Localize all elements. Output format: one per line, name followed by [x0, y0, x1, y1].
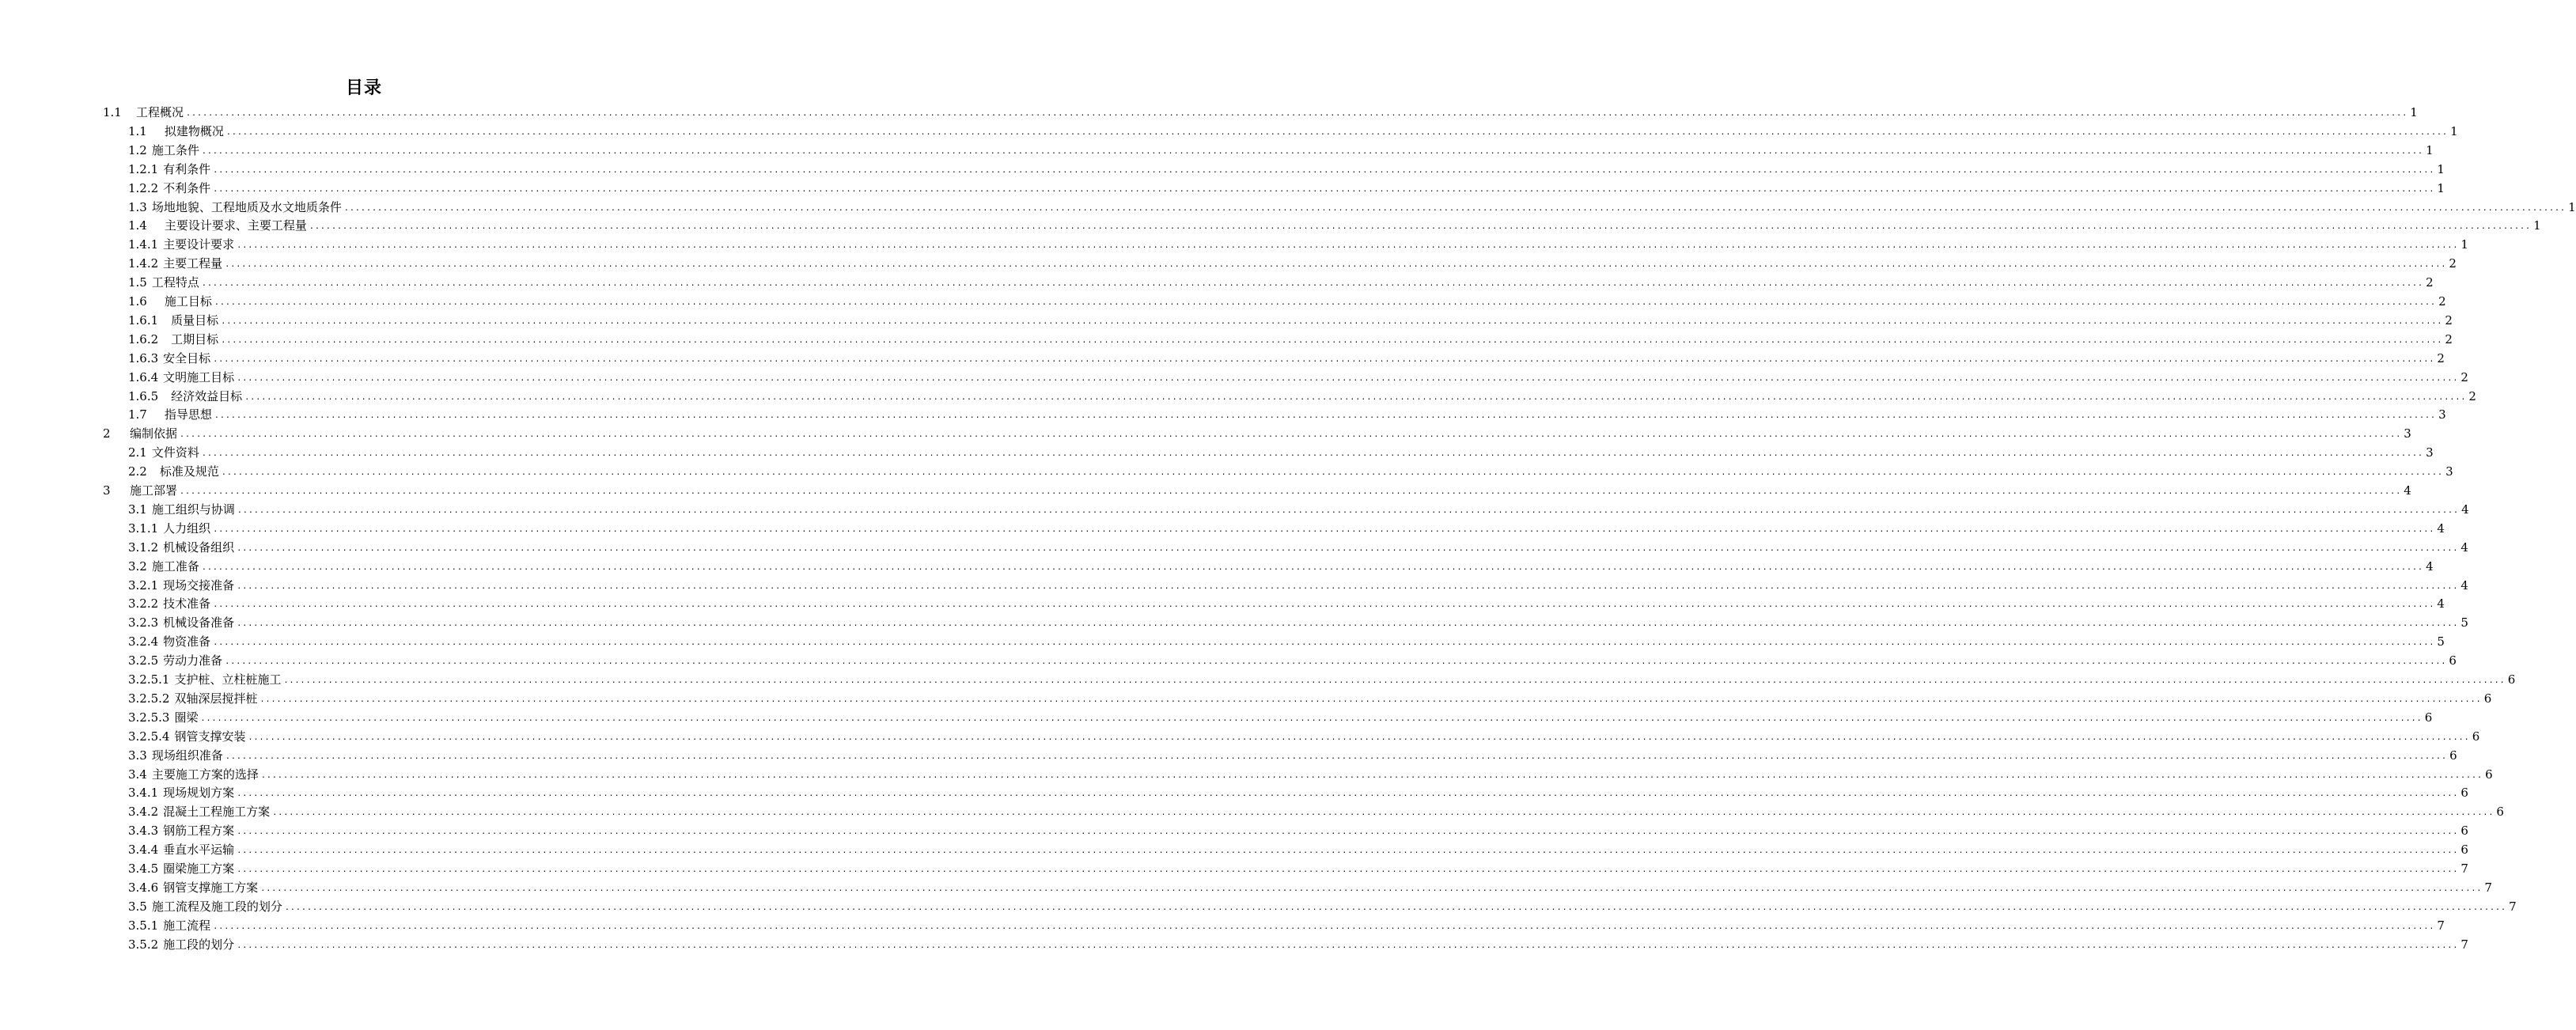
- toc-page-number: 6: [2449, 653, 2457, 668]
- toc-entry-number: 1.4.2: [128, 256, 159, 271]
- toc-dot-leader: ................................................................................................................................................................................................................................................................................................................................................................................................................: [225, 752, 2448, 761]
- toc-dot-leader: ................................................................................................................................................................................................................................................................................................................................................................................................................: [225, 657, 2447, 667]
- toc-entry-number: 3.2.5: [128, 653, 159, 668]
- toc-entry[interactable]: [128, 160, 2445, 179]
- toc-entry-text: 场地地貌、工程地质及水文地质条件: [151, 199, 342, 214]
- toc-entry-number: 3.4: [128, 767, 147, 782]
- toc-page-number: 1: [2437, 180, 2445, 195]
- toc-entry[interactable]: [128, 613, 2468, 632]
- toc-entry-text: 现场规划方案: [163, 786, 235, 801]
- toc-entry-text: 不利条件: [163, 180, 211, 195]
- toc-entry[interactable]: [128, 519, 2445, 538]
- toc-dot-leader: ................................................................................................................................................................................................................................................................................................................................................................................................................: [237, 790, 2459, 799]
- toc-entry[interactable]: [128, 330, 2453, 349]
- toc-entry-text: 技术准备: [163, 596, 211, 612]
- toc-entry-text: 主要设计要求、主要工程量: [164, 218, 307, 233]
- toc-entry[interactable]: [128, 802, 2504, 821]
- toc-page-number: 5: [2460, 615, 2468, 630]
- toc-page-number: 3: [2404, 426, 2411, 441]
- toc-entry-number: 3.2.4: [128, 634, 159, 649]
- toc-entry[interactable]: [103, 481, 2411, 500]
- toc-entry-text: 物资准备: [163, 634, 211, 649]
- toc-page-number: 3: [2438, 407, 2446, 422]
- toc-entry[interactable]: [128, 273, 2434, 292]
- toc-page-number: 6: [2460, 786, 2468, 801]
- toc-page-number: 7: [2460, 861, 2468, 876]
- toc-page-number: 7: [2437, 918, 2445, 933]
- toc-dot-leader: ................................................................................................................................................................................................................................................................................................................................................................................................................: [213, 165, 2435, 175]
- toc-entry[interactable]: [128, 235, 2468, 254]
- toc-dot-leader: ................................................................................................................................................................................................................................................................................................................................................................................................................: [272, 808, 2495, 818]
- toc-entry-number: 3.2.5.3: [128, 710, 170, 725]
- toc-dot-leader: ................................................................................................................................................................................................................................................................................................................................................................................................................: [213, 524, 2435, 534]
- toc-page-number: 6: [2460, 824, 2468, 839]
- toc-page-number: 1: [2410, 105, 2418, 119]
- toc-page-number: 2: [2438, 294, 2446, 309]
- toc-entry-text: 施工流程: [163, 918, 211, 933]
- toc-entry-number: 3.2.5.1: [128, 672, 170, 687]
- toc-entry[interactable]: [128, 179, 2445, 198]
- toc-dot-leader: ................................................................................................................................................................................................................................................................................................................................................................................................................: [180, 487, 2402, 496]
- toc-title: 目录: [345, 78, 382, 98]
- toc-dot-leader: ................................................................................................................................................................................................................................................................................................................................................................................................................: [213, 354, 2435, 364]
- toc-entry[interactable]: [128, 254, 2457, 273]
- toc-entry[interactable]: [128, 916, 2445, 935]
- toc-page-number: 6: [2449, 748, 2457, 763]
- toc-dot-leader: ................................................................................................................................................................................................................................................................................................................................................................................................................: [201, 449, 2424, 459]
- toc-entry-text: 混凝土工程施工方案: [163, 805, 271, 820]
- toc-entry-number: 3.5: [128, 899, 147, 914]
- toc-entry[interactable]: [103, 424, 2411, 443]
- toc-dot-leader: ................................................................................................................................................................................................................................................................................................................................................................................................................: [309, 222, 2532, 232]
- toc-entry-text: 圈梁施工方案: [163, 861, 235, 876]
- toc-entry-number: 1.6.5: [128, 388, 159, 403]
- toc-entry-number: 1.3: [128, 199, 147, 214]
- toc-dot-leader: ................................................................................................................................................................................................................................................................................................................................................................................................................: [237, 543, 2459, 553]
- toc-entry-text: 拟建物概况: [164, 123, 224, 138]
- toc-entry-text: 施工部署: [130, 483, 178, 498]
- toc-entry[interactable]: [128, 935, 2468, 954]
- toc-dot-leader: ................................................................................................................................................................................................................................................................................................................................................................................................................: [237, 865, 2459, 874]
- toc-dot-leader: ................................................................................................................................................................................................................................................................................................................................................................................................................: [237, 846, 2459, 856]
- toc-entry-number: 3.2.5.4: [128, 729, 170, 744]
- toc-entry-text: 主要施工方案的选择: [151, 767, 259, 782]
- toc-entry-number: 3.5.2: [128, 937, 159, 952]
- toc-page-number: 4: [2460, 540, 2468, 555]
- toc-entry[interactable]: [128, 651, 2457, 670]
- toc-dot-leader: ................................................................................................................................................................................................................................................................................................................................................................................................................: [237, 827, 2459, 837]
- toc-entry-number: 3.4.5: [128, 861, 159, 876]
- toc-dot-leader: ................................................................................................................................................................................................................................................................................................................................................................................................................: [237, 941, 2459, 950]
- toc-entry-text: 有利条件: [163, 161, 211, 176]
- toc-entry-number: 1.6.3: [128, 350, 159, 365]
- toc-entry-number: 1.7: [128, 407, 147, 422]
- toc-entry[interactable]: [103, 103, 2418, 122]
- toc-entry-number: 3.3: [128, 748, 147, 763]
- toc-page-number: 7: [2484, 880, 2492, 895]
- toc-entry[interactable]: [128, 368, 2468, 387]
- toc-entry-text: 施工条件: [151, 142, 199, 157]
- toc-entry-number: 3.2.2: [128, 596, 159, 612]
- toc-page-number: 2: [2460, 369, 2468, 384]
- toc-entry[interactable]: [128, 689, 2492, 708]
- toc-entry-text: 安全目标: [163, 350, 211, 365]
- toc-entry-text: 工期目标: [171, 331, 219, 346]
- toc-dot-leader: ................................................................................................................................................................................................................................................................................................................................................................................................................: [201, 562, 2424, 572]
- toc-entry-number: 3.1.2: [128, 540, 159, 555]
- toc-entry[interactable]: [128, 462, 2453, 481]
- toc-entry-number: 1.2: [128, 142, 147, 157]
- toc-entry-text: 文件资料: [151, 445, 199, 460]
- toc-entry-number: 3.1.1: [128, 521, 159, 536]
- toc-page-number: 3: [2426, 445, 2434, 460]
- toc-entry[interactable]: [128, 387, 2476, 406]
- toc-entry-text: 经济效益目标: [171, 388, 243, 403]
- toc-entry[interactable]: [128, 292, 2446, 311]
- toc-entry[interactable]: [128, 632, 2445, 651]
- toc-dot-leader: ................................................................................................................................................................................................................................................................................................................................................................................................................: [237, 506, 2460, 515]
- toc-entry-number: 3.4.6: [128, 880, 159, 895]
- toc-page-number: 2: [2437, 350, 2445, 365]
- toc-entry[interactable]: [128, 765, 2493, 784]
- toc-entry-number: 1.4.1: [128, 237, 159, 252]
- toc-entry[interactable]: [128, 840, 2468, 859]
- toc-page-number: 2: [2445, 312, 2453, 328]
- toc-dot-leader: ................................................................................................................................................................................................................................................................................................................................................................................................................: [213, 184, 2435, 194]
- toc-entry[interactable]: [128, 727, 2480, 746]
- toc-entry-number: 3.4.4: [128, 843, 159, 858]
- toc-entry-text: 钢管支撑施工方案: [163, 880, 259, 895]
- toc-dot-leader: ................................................................................................................................................................................................................................................................................................................................................................................................................: [221, 335, 2443, 345]
- toc-entry[interactable]: [128, 878, 2492, 897]
- toc-entry[interactable]: [128, 141, 2434, 160]
- toc-entry[interactable]: [128, 443, 2434, 462]
- toc-entry-text: 主要工程量: [163, 256, 223, 271]
- toc-entry[interactable]: [128, 538, 2468, 557]
- toc-entry[interactable]: [128, 557, 2434, 576]
- toc-entry-number: 3.4.2: [128, 805, 159, 820]
- toc-page-number: 7: [2460, 937, 2468, 952]
- toc-entry-number: 3.4.3: [128, 824, 159, 839]
- toc-entry[interactable]: [128, 670, 2516, 689]
- toc-page-number: 1: [2426, 142, 2434, 157]
- toc-entry-text: 工程特点: [151, 275, 199, 290]
- toc-page-number: 1: [2568, 199, 2576, 214]
- toc-page-number: 6: [2496, 805, 2504, 820]
- toc-entry[interactable]: [128, 576, 2468, 595]
- toc-entry-number: 3.2.3: [128, 615, 159, 630]
- toc-entry-number: 1.6.2: [128, 331, 159, 346]
- toc-page-number: 1: [2450, 123, 2458, 138]
- toc-entry-number: 3: [103, 483, 111, 498]
- toc-dot-leader: ................................................................................................................................................................................................................................................................................................................................................................................................................: [214, 411, 2437, 421]
- toc-entry-text: 施工准备: [151, 559, 199, 574]
- toc-entry-number: 2.1: [128, 445, 147, 460]
- toc-entry-text: 机械设备准备: [163, 615, 235, 630]
- toc-dot-leader: ................................................................................................................................................................................................................................................................................................................................................................................................................: [201, 279, 2424, 289]
- toc-page-number: 3: [2445, 464, 2453, 479]
- toc-page-number: 2: [2426, 275, 2434, 290]
- toc-entry[interactable]: [128, 594, 2445, 613]
- toc-page-number: 2: [2468, 388, 2476, 403]
- toc-dot-leader: ................................................................................................................................................................................................................................................................................................................................................................................................................: [259, 695, 2482, 704]
- toc-entry-number: 1.5: [128, 275, 147, 290]
- toc-entry-text: 施工目标: [164, 294, 212, 309]
- toc-dot-leader: ................................................................................................................................................................................................................................................................................................................................................................................................................: [248, 733, 2470, 742]
- toc-page-number: 7: [2509, 899, 2517, 914]
- toc-entry[interactable]: [128, 859, 2468, 878]
- toc-entry-number: 3.2: [128, 559, 147, 574]
- toc-entry[interactable]: [128, 746, 2457, 765]
- toc-dot-leader: ................................................................................................................................................................................................................................................................................................................................................................................................................: [221, 316, 2443, 326]
- toc-dot-leader: ................................................................................................................................................................................................................................................................................................................................................................................................................: [284, 903, 2507, 912]
- toc-entry-text: 主要设计要求: [163, 237, 235, 252]
- toc-entry-text: 质量目标: [171, 312, 219, 328]
- toc-page-number: 4: [2437, 596, 2445, 612]
- toc-entry-number: 2.2: [128, 464, 147, 479]
- toc-entry-number: 2: [103, 426, 111, 441]
- toc-entry[interactable]: [128, 821, 2468, 840]
- toc-entry-number: 1.4: [128, 218, 147, 233]
- toc-dot-leader: ................................................................................................................................................................................................................................................................................................................................................................................................................: [221, 468, 2444, 478]
- toc-dot-leader: ................................................................................................................................................................................................................................................................................................................................................................................................................: [260, 771, 2483, 780]
- toc-dot-leader: ................................................................................................................................................................................................................................................................................................................................................................................................................: [343, 203, 2567, 213]
- toc-entry-number: 1.6.4: [128, 369, 159, 384]
- toc-entry-number: 3.5.1: [128, 918, 159, 933]
- toc-dot-leader: ................................................................................................................................................................................................................................................................................................................................................................................................................: [201, 146, 2424, 156]
- toc-page-number: 1: [2533, 218, 2541, 233]
- toc-dot-leader: ................................................................................................................................................................................................................................................................................................................................................................................................................: [260, 884, 2483, 893]
- toc-dot-leader: ................................................................................................................................................................................................................................................................................................................................................................................................................: [225, 260, 2447, 270]
- toc-dot-leader: ................................................................................................................................................................................................................................................................................................................................................................................................................: [180, 430, 2402, 440]
- toc-entry[interactable]: [128, 122, 2458, 141]
- toc-dot-leader: ................................................................................................................................................................................................................................................................................................................................................................................................................: [214, 298, 2437, 307]
- toc-dot-leader: ................................................................................................................................................................................................................................................................................................................................................................................................................: [213, 600, 2435, 610]
- toc-entry-text: 施工组织与协调: [151, 502, 235, 517]
- toc-entry-text: 施工流程及施工段的划分: [151, 899, 282, 914]
- toc-entry[interactable]: [128, 708, 2433, 727]
- toc-entry-text: 机械设备组织: [163, 540, 235, 555]
- toc-dot-leader: ................................................................................................................................................................................................................................................................................................................................................................................................................: [225, 127, 2449, 137]
- toc-entry-number: 1.2.2: [128, 180, 159, 195]
- toc-entry[interactable]: [128, 198, 2576, 217]
- toc-entry-text: 现场交接准备: [163, 577, 235, 593]
- toc-dot-leader: ................................................................................................................................................................................................................................................................................................................................................................................................................: [200, 714, 2423, 723]
- toc-page-number: 6: [2424, 710, 2433, 725]
- toc-entry-text: 垂直水平运输: [163, 843, 235, 858]
- toc-entry-text: 编制依据: [130, 426, 178, 441]
- toc-page-number: 4: [2460, 577, 2468, 593]
- toc-dot-leader: ................................................................................................................................................................................................................................................................................................................................................................................................................: [237, 241, 2459, 251]
- toc-dot-leader: ................................................................................................................................................................................................................................................................................................................................................................................................................: [213, 922, 2435, 931]
- toc-page-number: 2: [2445, 331, 2453, 346]
- toc-page-number: 6: [2460, 843, 2468, 858]
- toc-entry[interactable]: [128, 783, 2468, 802]
- toc-entry-text: 圈梁: [174, 710, 199, 725]
- toc-page-number: 4: [2404, 483, 2411, 498]
- toc-page-number: 4: [2437, 521, 2445, 536]
- toc-page-number: 6: [2483, 691, 2492, 706]
- toc-entry-number: 1.1: [128, 123, 147, 138]
- toc-dot-leader: ................................................................................................................................................................................................................................................................................................................................................................................................................: [283, 676, 2506, 685]
- toc-dot-leader: ................................................................................................................................................................................................................................................................................................................................................................................................................: [186, 109, 2408, 118]
- toc-entry-text: 文明施工目标: [163, 369, 235, 384]
- toc-dot-leader: ................................................................................................................................................................................................................................................................................................................................................................................................................: [244, 392, 2467, 402]
- toc-entry-number: 3.2.1: [128, 577, 159, 593]
- toc-entry-number: 1.1: [103, 105, 122, 119]
- toc-entry[interactable]: [128, 216, 2541, 235]
- toc-entry-number: 1.2.1: [128, 161, 159, 176]
- toc-page-number: 4: [2426, 559, 2434, 574]
- toc-entry-text: 双轴深层搅拌桩: [174, 691, 258, 706]
- toc-dot-leader: ................................................................................................................................................................................................................................................................................................................................................................................................................: [213, 638, 2435, 648]
- toc-page-number: 2: [2449, 256, 2457, 271]
- toc-page-number: 6: [2507, 672, 2516, 687]
- toc-entry[interactable]: [128, 405, 2446, 424]
- toc-dot-leader: ................................................................................................................................................................................................................................................................................................................................................................................................................: [237, 581, 2459, 591]
- toc-page-number: 1: [2437, 161, 2445, 176]
- toc-entry-text: 标准及规范: [159, 464, 219, 479]
- toc-page-number: 1: [2460, 237, 2468, 252]
- toc-entry-number: 3.2.5.2: [128, 691, 170, 706]
- toc-entry-text: 指导思想: [164, 407, 212, 422]
- toc-entry-text: 支护桩、立柱桩施工: [174, 672, 282, 687]
- toc-page-number: 5: [2437, 634, 2445, 649]
- toc-entry-text: 工程概况: [136, 105, 184, 119]
- toc-dot-leader: ................................................................................................................................................................................................................................................................................................................................................................................................................: [237, 619, 2459, 629]
- toc-entry-number: 3.4.1: [128, 786, 159, 801]
- toc-entry-number: 1.6: [128, 294, 147, 309]
- toc-entry[interactable]: [128, 311, 2453, 330]
- toc-entry-text: 钢筋工程方案: [163, 824, 235, 839]
- toc-entry-text: 人力组织: [163, 521, 211, 536]
- toc-entry-text: 施工段的划分: [163, 937, 235, 952]
- toc-entry-text: 劳动力准备: [163, 653, 223, 668]
- toc-dot-leader: ................................................................................................................................................................................................................................................................................................................................................................................................................: [237, 373, 2459, 383]
- toc-entry-text: 钢管支撑安装: [174, 729, 246, 744]
- toc-entry-number: 1.6.1: [128, 312, 159, 328]
- toc-page-number: 6: [2472, 729, 2480, 744]
- toc-page-number: 6: [2485, 767, 2493, 782]
- toc-entry-text: 现场组织准备: [151, 748, 223, 763]
- toc-page-number: 4: [2461, 502, 2469, 517]
- toc-entry[interactable]: [128, 500, 2469, 519]
- toc-entry-number: 3.1: [128, 502, 147, 517]
- toc-entry[interactable]: [128, 897, 2517, 916]
- toc-entry[interactable]: [128, 349, 2445, 368]
